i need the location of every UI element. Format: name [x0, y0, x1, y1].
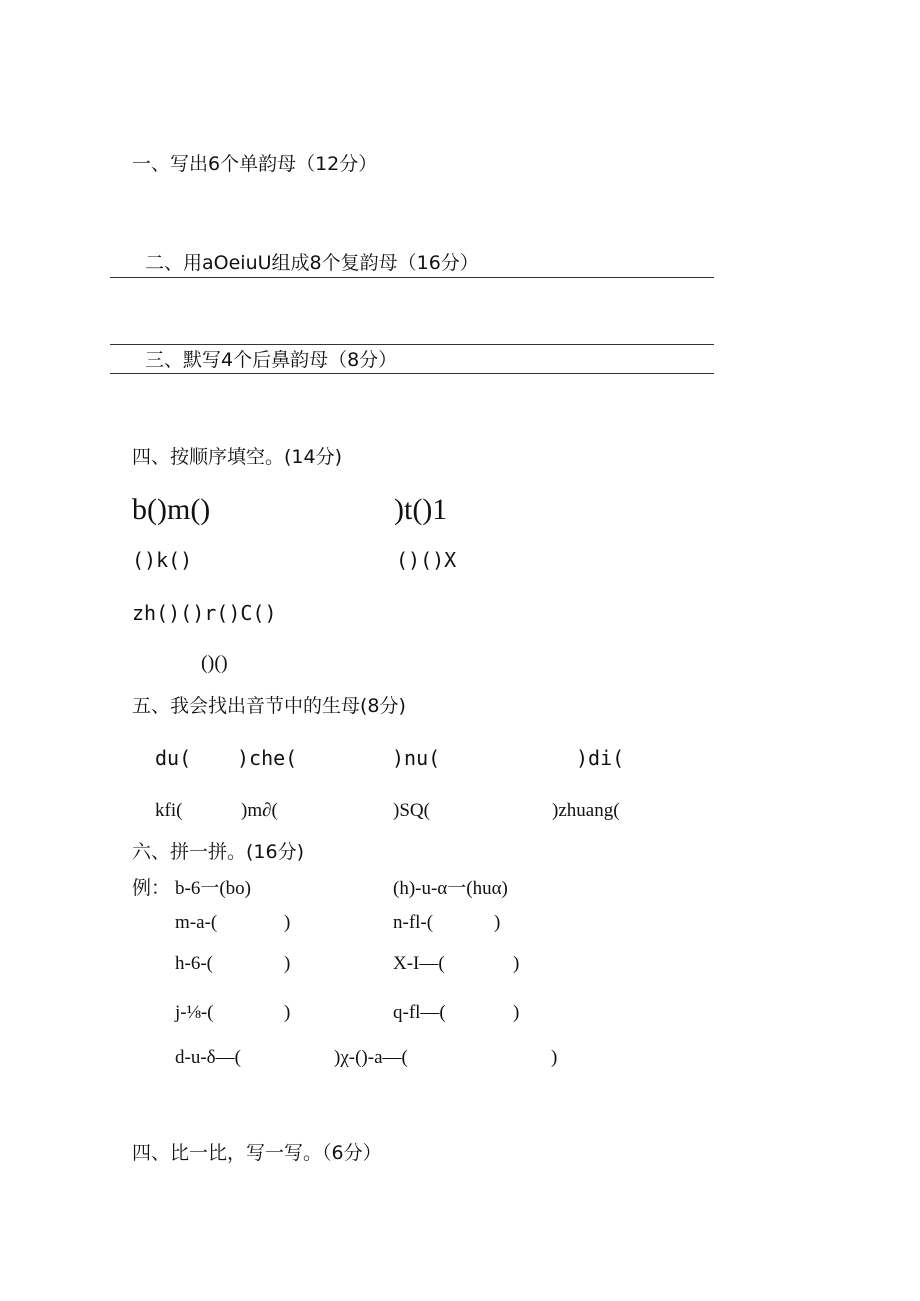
spelling-item: )χ-()-a—(: [334, 1047, 408, 1068]
example-left: b-6一(bo): [175, 878, 251, 899]
spelling-item-close: ): [513, 1002, 520, 1023]
section-6-title: 六、拼一拼。(16分): [132, 841, 305, 863]
spelling-item: q-fl—(: [393, 1002, 446, 1023]
answer-line: [110, 373, 714, 374]
syllable-item: )m∂(: [241, 800, 278, 821]
spelling-item: d-u-δ—(: [175, 1047, 241, 1068]
section-3-title: 三、默写4个后鼻韵母（8分）: [145, 349, 398, 371]
syllable-item: )nu(: [392, 746, 441, 770]
sequence-row-3: zh()()r()C(): [132, 601, 277, 625]
spelling-item-close: ): [284, 953, 291, 974]
section-1-title: 一、写出6个单韵母（12分）: [132, 153, 378, 175]
spelling-item: X-I—(: [393, 953, 445, 974]
spelling-item-close: ): [494, 912, 501, 933]
section-4-title: 四、按顺序填空。(14分): [132, 446, 343, 468]
syllable-item: )che(: [237, 746, 298, 770]
sequence-row-2-left: ()k(): [132, 548, 193, 572]
syllable-item: )di(: [576, 746, 625, 770]
spelling-item: j-⅛-(: [175, 1002, 214, 1023]
answer-line: [110, 344, 714, 345]
example-right: (h)-u-α一(huα): [393, 878, 508, 899]
answer-line: [110, 277, 714, 278]
spelling-item-close: ): [513, 953, 520, 974]
sequence-row-4: ()(): [201, 652, 228, 674]
section-7-title: 四、比一比，写一写。（6分）: [132, 1142, 382, 1164]
syllable-item: )zhuang(: [552, 800, 620, 821]
spelling-item-close: ): [284, 912, 291, 933]
spelling-item-close: ): [551, 1047, 558, 1068]
spelling-item: n-fl-(: [393, 912, 434, 933]
sequence-row-1-left: b()m(): [132, 493, 211, 526]
syllable-item: du(: [155, 746, 192, 770]
spelling-item: m-a-(: [175, 912, 218, 933]
example-label: 例：: [132, 877, 171, 899]
section-5-title: 五、我会找出音节中的生母(8分): [132, 695, 406, 717]
syllable-item: kfi(: [155, 800, 183, 821]
section-2-title: 二、用aOeiuU组成8个复韵母（16分）: [145, 252, 479, 274]
sequence-row-1-right: )t()1: [394, 493, 448, 526]
syllable-item: )SQ(: [393, 800, 430, 821]
sequence-row-2-right: ()()X: [396, 548, 457, 572]
spelling-item-close: ): [284, 1002, 291, 1023]
spelling-item: h-6-(: [175, 953, 213, 974]
